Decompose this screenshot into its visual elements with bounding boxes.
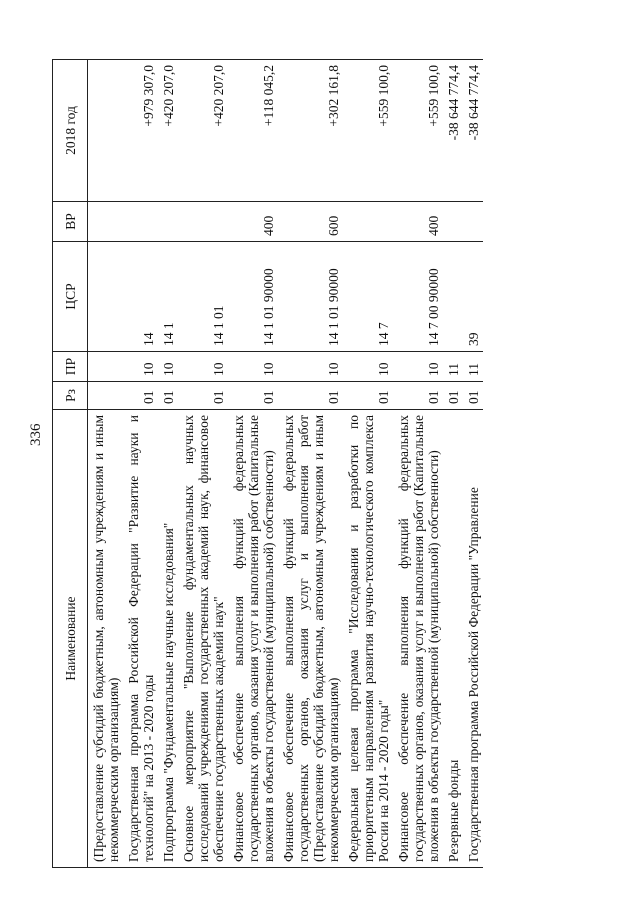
row-name: Финансовое обеспечение выполнения функций федеральных государственных органов, оказания услуг и выполнения работ (Капитальные вложения в объекты государственной (муниципальной) собственности) — [393, 410, 443, 868]
row-name: Государственная программа Российской Федерации "Развитие науки и технологий" на 2013 - 2020 годы — [123, 410, 158, 868]
table-row — [88, 60, 124, 868]
row-csr: 14 1 — [158, 242, 178, 352]
row-name: (Предоставление субсидий бюджетным, автономным учреждениям и иным некоммерческим организациям) — [88, 410, 124, 868]
row-pr: 11 — [463, 352, 483, 382]
row-csr: 39 — [463, 242, 483, 352]
row-name: Финансовое обеспечение выполнения функций федеральных государственных органов, оказания услуг и выполнения работ (Капитальные вложения в объекты государственной (муниципальной) собственности) — [228, 410, 278, 868]
row-vr — [443, 202, 463, 242]
table-row — [123, 60, 158, 868]
row-pr: 10 — [278, 352, 343, 382]
row-rz: 01 — [278, 382, 343, 410]
row-name: Финансовое обеспечение выполнения функций федеральных государственных органов, оказания услуг и выполнения работ (Предоставление субсидий бюджетным, автономным учреждениям и иным некоммерческим организациям) — [278, 410, 343, 868]
header-amount: 2018 год — [53, 60, 88, 202]
row-csr — [443, 242, 463, 352]
row-pr: 10 — [393, 352, 443, 382]
row-amount: +559 100,0 — [343, 60, 393, 202]
row-rz: 01 — [443, 382, 463, 410]
row-vr: 400 — [393, 202, 443, 242]
row-pr: 10 — [228, 352, 278, 382]
row-name: Государственная программа Российской Федерации "Управление — [463, 410, 483, 868]
row-csr — [88, 242, 124, 352]
row-pr: 10 — [158, 352, 178, 382]
row-amount: +118 045,2 — [228, 60, 278, 202]
page-number: 336 — [28, 423, 44, 446]
table-row — [463, 60, 483, 868]
row-amount: +979 307,0 — [123, 60, 158, 202]
row-vr — [463, 202, 483, 242]
row-amount: -38 644 774,4 — [443, 60, 463, 202]
row-vr: 600 — [278, 202, 343, 242]
row-csr: 14 1 01 90000 — [278, 242, 343, 352]
row-pr: 10 — [178, 352, 228, 382]
row-vr: 400 — [228, 202, 278, 242]
row-amount: -38 644 774,4 — [463, 60, 483, 202]
row-rz: 01 — [463, 382, 483, 410]
row-pr: 10 — [123, 352, 158, 382]
header-name: Наименование — [53, 410, 88, 868]
row-vr — [343, 202, 393, 242]
budget-table — [52, 59, 483, 868]
row-amount: +302 161,8 — [278, 60, 343, 202]
row-rz — [88, 382, 124, 410]
row-name: Федеральная целевая программа "Исследования и разработки по приоритетным направлениям развития научно-технологического комплекса России на 2014 - 2020 годы" — [343, 410, 393, 868]
header-vr: ВР — [53, 202, 88, 242]
rotated-page-content — [52, 60, 608, 868]
row-rz: 01 — [158, 382, 178, 410]
table-row — [278, 60, 343, 868]
table-row — [343, 60, 393, 868]
header-pr: ПР — [53, 352, 88, 382]
row-csr: 14 7 — [343, 242, 393, 352]
row-csr: 14 — [123, 242, 158, 352]
row-name: Резервные фонды — [443, 410, 463, 868]
row-csr: 14 7 00 90000 — [393, 242, 443, 352]
row-rz: 01 — [228, 382, 278, 410]
row-pr: 11 — [443, 352, 463, 382]
table-row — [443, 60, 463, 868]
row-amount: +420 207,0 — [158, 60, 178, 202]
table-row — [228, 60, 278, 868]
row-name: Основное мероприятие "Выполнение фундаментальных научных исследований учреждениями государственных академий наук, финансовое обеспечение государственных академий наук" — [178, 410, 228, 868]
row-rz: 01 — [393, 382, 443, 410]
row-pr — [88, 352, 124, 382]
table-row — [158, 60, 178, 868]
row-pr: 10 — [343, 352, 393, 382]
row-amount — [88, 60, 124, 202]
row-amount: +559 100,0 — [393, 60, 443, 202]
row-vr — [178, 202, 228, 242]
row-vr — [158, 202, 178, 242]
header-rz: Рз — [53, 382, 88, 410]
table-row — [393, 60, 443, 868]
row-rz: 01 — [178, 382, 228, 410]
row-name: Подпрограмма "Фундаментальные научные исследования" — [158, 410, 178, 868]
row-csr: 14 1 01 — [178, 242, 228, 352]
row-csr: 14 1 01 90000 — [228, 242, 278, 352]
header-csr: ЦСР — [53, 242, 88, 352]
row-vr — [88, 202, 124, 242]
table-row — [178, 60, 228, 868]
row-rz: 01 — [343, 382, 393, 410]
table-header-row — [53, 60, 88, 868]
row-amount: +420 207,0 — [178, 60, 228, 202]
row-vr — [123, 202, 158, 242]
row-rz: 01 — [123, 382, 158, 410]
